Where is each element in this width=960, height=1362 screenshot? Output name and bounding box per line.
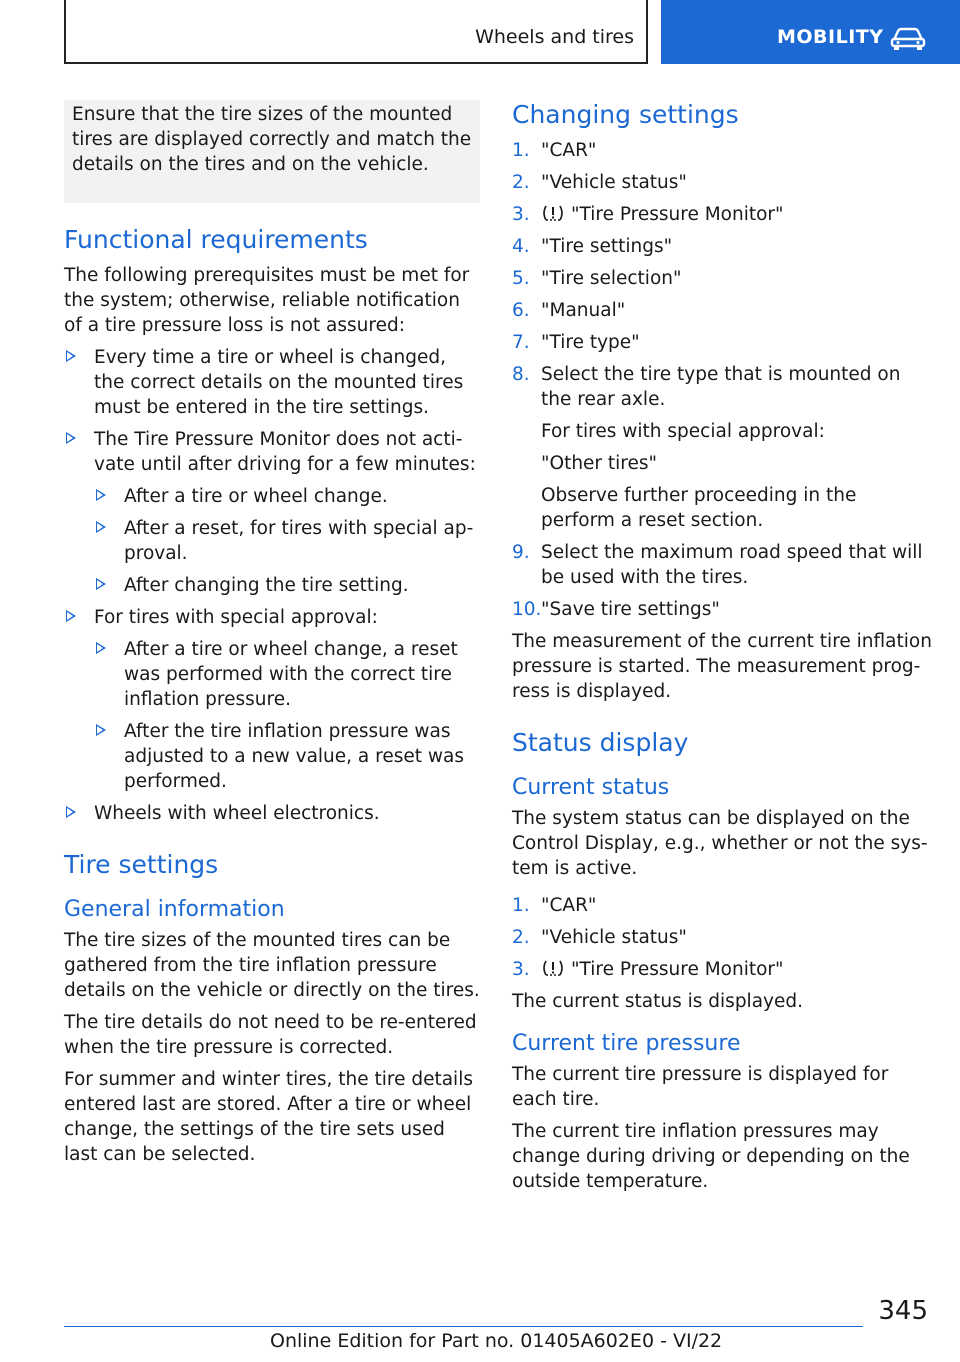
functional-intro: The following prerequisites must be met for the system; otherwise, reliable notification of a tire pressure loss is not assured: xyxy=(64,265,470,336)
list-item: For tires with special approval: After a tire or wheel change, a reset was performed with the correct tire inflation pressure. After the tire inflation pressure was adjusted to a new value, a reset was performed. xyxy=(64,605,480,794)
bullet-triangle-icon xyxy=(96,489,106,501)
paragraph: The measurement of the current tire inflation pressure is started. The measurement progress is displayed. xyxy=(512,631,932,702)
list-item: After a tire or wheel change. xyxy=(94,484,480,509)
list-item: 3. "Tire Pressure Monitor" xyxy=(512,959,784,980)
paragraph: The tire details do not need to be re-entered when the tire pressure is corrected. xyxy=(64,1012,477,1058)
paragraph: The tire sizes of the mounted tires can be gathered from the tire inflation pressure details on the vehicle or directly on the tires. xyxy=(64,930,480,1001)
page-number: 345 xyxy=(878,1296,928,1326)
note-box xyxy=(64,100,480,203)
list-item: 10. "Save tire settings" xyxy=(512,599,720,620)
heading-current-tire-pressure: Current tire pressure xyxy=(512,1031,741,1056)
paragraph: The current status is displayed. xyxy=(512,991,803,1012)
heading-general-information: General information xyxy=(64,897,285,922)
changing-steps xyxy=(512,138,932,622)
tire-pressure-warning-icon xyxy=(541,958,565,978)
step-note: "Other tires" xyxy=(541,453,658,474)
list-item: 7. "Tire type" xyxy=(512,332,640,353)
list-item: Every time a tire or wheel is changed, the correct details on the mounted tires must be entered in the tire settings. xyxy=(64,345,480,420)
heading-functional-requirements: Functional requirements xyxy=(64,225,368,254)
step-note: Observe further proceeding in the perform a reset section. xyxy=(541,485,857,531)
list-item: 8. Select the tire type that is mounted on the rear axle. For tires with special approval: "Other tires" Observe further proceeding in the perform a reset section. xyxy=(512,362,932,533)
chapter-title: Wheels and tires xyxy=(475,26,634,48)
list-item: After a tire or wheel change, a reset was performed with the correct tire inflation pressure. xyxy=(94,637,480,712)
requirements-list xyxy=(64,345,480,826)
heading-changing-settings: Changing settings xyxy=(512,100,739,129)
paragraph: The current tire pressure is displayed for each tire. xyxy=(512,1064,889,1110)
sub-list xyxy=(94,484,480,598)
heading-status-display: Status display xyxy=(512,728,689,757)
bullet-triangle-icon xyxy=(66,610,76,622)
list-item: 2. "Vehicle status" xyxy=(512,172,687,193)
running-header xyxy=(64,0,648,64)
car-icon xyxy=(890,25,926,51)
list-item: 6. "Manual" xyxy=(512,300,626,321)
list-item: 3. "Tire Pressure Monitor" xyxy=(512,204,784,225)
step-note: For tires with special approval: xyxy=(541,421,825,442)
bullet-triangle-icon xyxy=(96,642,106,654)
heading-current-status: Current status xyxy=(512,775,670,800)
list-item: After changing the tire setting. xyxy=(94,573,480,598)
status-steps xyxy=(512,893,932,982)
note-text: Ensure that the tire sizes of the mounted tires are displayed correctly and match the details on the tires and on the vehicle. xyxy=(72,104,472,175)
list-item: Wheels with wheel electronics. xyxy=(64,801,480,826)
list-item: 5. "Tire selection" xyxy=(512,268,682,289)
bullet-triangle-icon xyxy=(96,578,106,590)
bullet-triangle-icon xyxy=(66,432,76,444)
list-item: 2. "Vehicle status" xyxy=(512,927,687,948)
bullet-triangle-icon xyxy=(96,521,106,533)
list-item: 1. "CAR" xyxy=(512,895,597,916)
list-item: After a reset, for tires with special approval. xyxy=(94,516,480,566)
list-item: The Tire Pressure Monitor does not activate until after driving for a few minutes: After a tire or wheel change. After a reset, for tires with special approval. After changing the tire setting. xyxy=(64,427,480,598)
right-column xyxy=(512,100,932,1201)
list-item: 1. "CAR" xyxy=(512,140,597,161)
paragraph: The current tire inflation pressures may change during driving or depending on the outside temperature. xyxy=(512,1121,910,1192)
bullet-triangle-icon xyxy=(96,724,106,736)
heading-tire-settings: Tire settings xyxy=(64,850,219,879)
list-item: After the tire inflation pressure was adjusted to a new value, a reset was performed. xyxy=(94,719,480,794)
section-tab xyxy=(661,0,960,64)
left-column xyxy=(64,100,480,1174)
sub-list xyxy=(94,637,480,794)
footer-divider xyxy=(64,1326,863,1327)
bullet-triangle-icon xyxy=(66,350,76,362)
tire-pressure-warning-icon xyxy=(541,203,565,223)
section-label: MOBILITY xyxy=(777,26,884,48)
paragraph: The system status can be displayed on the Control Display, e.g., whether or not the system is active. xyxy=(512,808,928,879)
edition-text: Online Edition for Part no. 01405A602E0 - VI/22 xyxy=(270,1330,723,1352)
bullet-triangle-icon xyxy=(66,806,76,818)
list-item: 4. "Tire settings" xyxy=(512,236,673,257)
list-item: 9. Select the maximum road speed that will be used with the tires. xyxy=(512,542,923,588)
paragraph: For summer and winter tires, the tire details entered last are stored. After a tire or wheel change, the settings of the tire sets used last can be selected. xyxy=(64,1069,473,1165)
